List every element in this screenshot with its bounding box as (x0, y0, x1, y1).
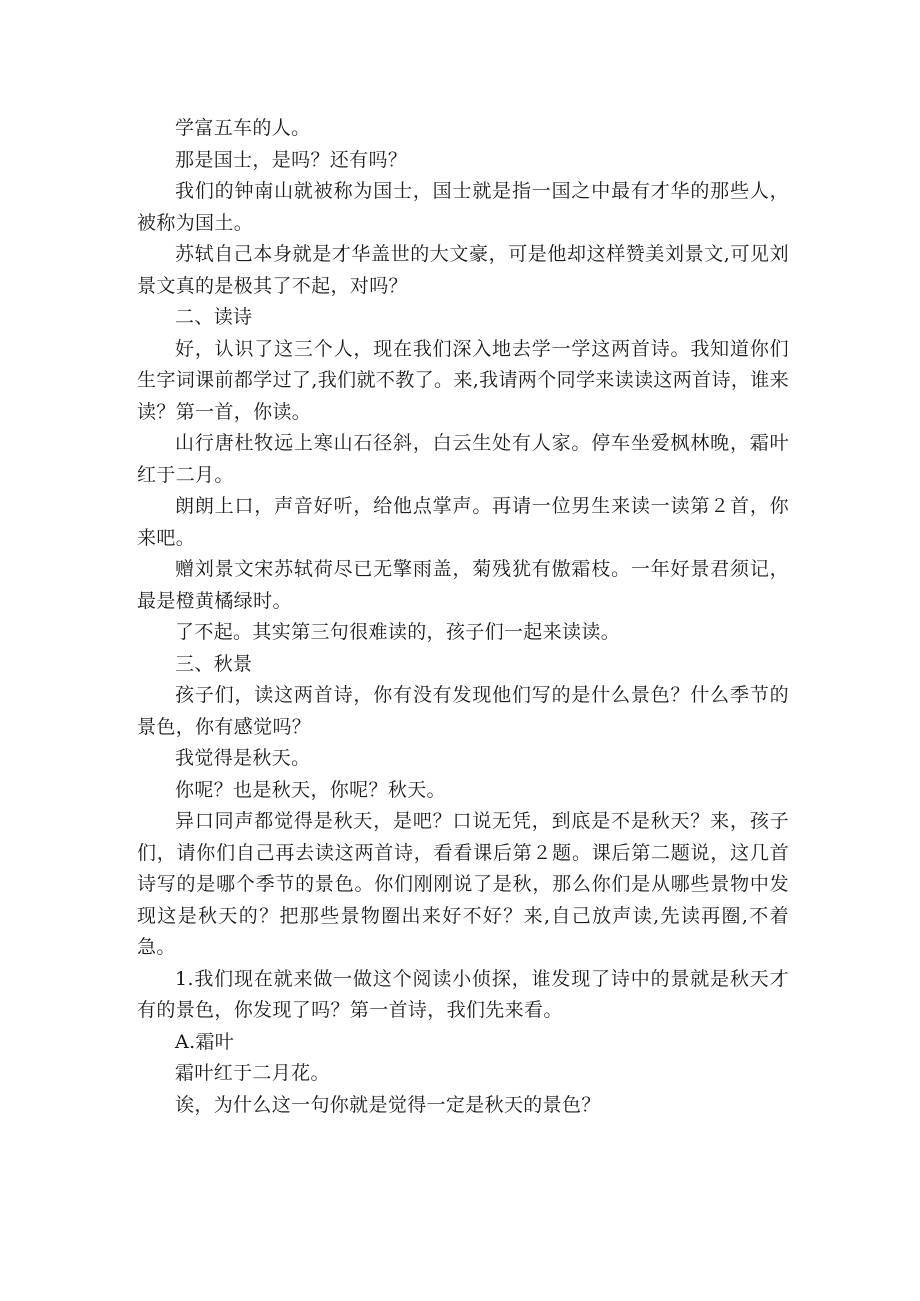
poem-paragraph: 赠刘景文宋苏轼荷尽已无擎雨盖，菊残犹有傲霜枝。一年好景君须记，最是橙黄橘绿时。 (137, 558, 789, 612)
paragraph: 了不起。其实第三句很难读的，孩子们一起来读读。 (175, 621, 621, 643)
paragraph: 好，认识了这三个人，现在我们深入地去学一学这两首诗。我知道你们生字词课前都学过了,我们就不教了。来,我请两个同学来读读这两首诗，谁来读？第一首，你读。 (137, 337, 789, 423)
paragraph: 你呢？也是秋天，你呢？秋天。 (175, 778, 446, 801)
paragraph: 苏轼自己本身就是才华盖世的大文豪，可是他却这样赞美刘景文,可见刘景文真的是极其了不起，对吗？ (137, 243, 789, 297)
paragraph: 异口同声都觉得是秋天，是吧？口说无凭，到底是不是秋天？来，孩子们，请你们自己再去读这两首诗，看看课后第２题。课后第二题说，这几首诗写的是哪个季节的景色。你们刚刚说了是秋，那么你们是从哪些景物中发现这是秋天的？把那些景物圈出来好不好？来,自己放声读,先读再圈,不着急。 (137, 810, 789, 958)
paragraph: 那是国士，是吗？还有吗？ (175, 148, 408, 171)
poem-paragraph: 山行唐杜牧远上寒山石径斜，白云生处有人家。停车坐爱枫林晚，霜叶红于二月。 (137, 432, 789, 486)
paragraph: 朗朗上口，声音好听，给他点掌声。再请一位男生来读一读第２首，你来吧。 (137, 495, 789, 549)
paragraph: 诶，为什么这一句你就是觉得一定是秋天的景色？ (175, 1093, 601, 1116)
subsection-heading: A.霜叶 (175, 1030, 235, 1053)
paragraph: 学富五车的人。 (175, 117, 311, 139)
paragraph: 1.我们现在就来做一做这个阅读小侦探，谁发现了诗中的景就是秋天才有的景色，你发现了吗？第一首诗，我们先来看。 (137, 967, 789, 1021)
paragraph: 孩子们，读这两首诗，你有没有发现他们写的是什么景色？什么季节的景色，你有感觉吗？ (137, 684, 789, 738)
paragraph: 我觉得是秋天。 (175, 747, 311, 769)
paragraph: 霜叶红于二月花。 (175, 1062, 330, 1084)
section-heading: 三、秋景 (175, 652, 253, 675)
paragraph: 我们的钟南山就被称为国士，国士就是指一国之中最有才华的那些人，被称为国土。 (137, 180, 789, 234)
document-body (137, 113, 789, 1121)
section-heading: 二、读诗 (175, 306, 253, 328)
